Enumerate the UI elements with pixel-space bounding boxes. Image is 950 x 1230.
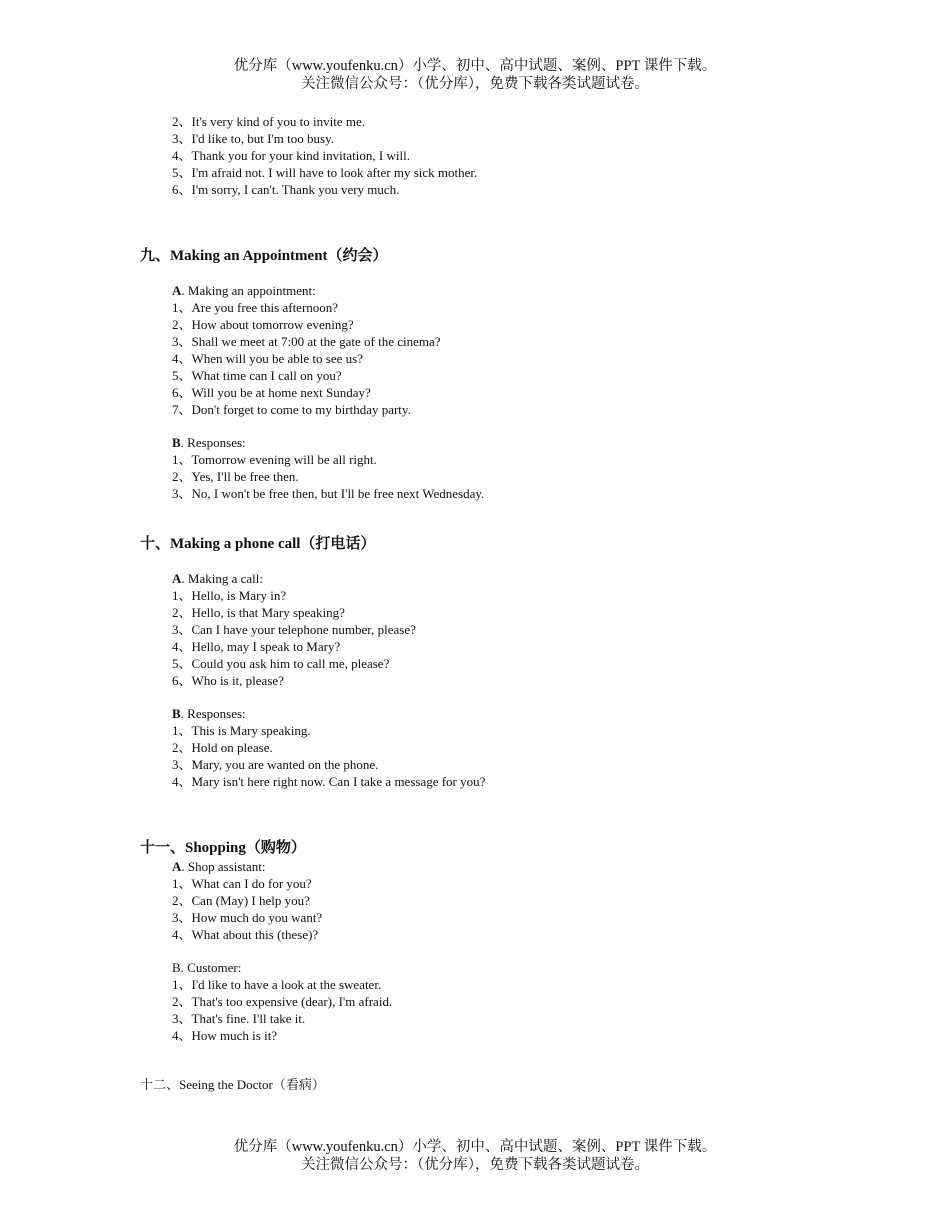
list-item: 2、How about tomorrow evening? xyxy=(172,317,354,332)
list-item: 4、Mary isn't here right now. Can I take a message for you? xyxy=(172,774,486,789)
list-item: 3、That's fine. I'll take it. xyxy=(172,1011,306,1026)
sec10-a-label: A xyxy=(172,571,182,586)
header-line-2: 关注微信公众号：（优分库），免费下载各类试题试卷。 xyxy=(301,76,649,92)
footer-line-2: 关注微信公众号：（优分库），免费下载各类试题试卷。 xyxy=(301,1157,649,1173)
list-item: 6、Who is it, please? xyxy=(172,673,284,688)
section-title-phone-call: 十、Making a phone call（打电话） xyxy=(140,536,376,552)
sec11-a-label: A xyxy=(172,859,182,874)
intro-item: 4、Thank you for your kind invitation, I will. xyxy=(172,148,410,163)
list-item: 1、I'd like to have a look at the sweater. xyxy=(172,977,382,992)
page-header xyxy=(0,57,950,93)
list-item: 5、What time can I call on you? xyxy=(172,368,342,383)
list-item: 2、Hold on please. xyxy=(172,740,273,755)
list-item: 3、Shall we meet at 7:00 at the gate of the cinema? xyxy=(172,334,441,349)
page-footer xyxy=(0,1138,950,1174)
list-item: 5、Could you ask him to call me, please? xyxy=(172,656,390,671)
sec10-a-heading xyxy=(172,570,263,587)
list-item: 2、Yes, I'll be free then. xyxy=(172,469,299,484)
section-title-appointment: 九、Making an Appointment（约会） xyxy=(140,248,388,264)
header-line-1: 优分库（www.youfenku.cn）小学、初中、高中试题、案例、PPT 课件下载。 xyxy=(233,58,717,74)
intro-item: 6、I'm sorry, I can't. Thank you very much. xyxy=(172,182,400,197)
intro-item: 3、I'd like to, but I'm too busy. xyxy=(172,131,334,146)
list-item: 4、What about this (these)? xyxy=(172,927,319,942)
sec9-a-label: A xyxy=(172,283,182,298)
sec11-a-heading xyxy=(172,858,266,875)
list-item: 1、What can I do for you? xyxy=(172,876,312,891)
list-item: 3、No, I won't be free then, but I'll be free next Wednesday. xyxy=(172,486,485,501)
list-item: 7、Don't forget to come to my birthday party. xyxy=(172,402,411,417)
sec9-b-heading xyxy=(172,434,246,451)
sec11-a-text: . Shop assistant: xyxy=(181,859,266,874)
sec9-a-heading xyxy=(172,282,316,299)
section-title-seeing-doctor: 十二、Seeing the Doctor（看病） xyxy=(140,1077,325,1092)
sec10-b-label: B xyxy=(172,706,181,721)
list-item: 3、Mary, you are wanted on the phone. xyxy=(172,757,379,772)
sec9-b-label: B xyxy=(172,435,181,450)
footer-line-1: 优分库（www.youfenku.cn）小学、初中、高中试题、案例、PPT 课件下载。 xyxy=(233,1139,717,1155)
sec9-a-text: . Making an appointment: xyxy=(181,283,316,298)
sec10-b-text: . Responses: xyxy=(180,706,246,721)
sec10-a-text: . Making a call: xyxy=(181,571,263,586)
list-item: 4、How much is it? xyxy=(172,1028,278,1043)
list-item: 6、Will you be at home next Sunday? xyxy=(172,385,371,400)
list-item: 2、Hello, is that Mary speaking? xyxy=(172,605,345,620)
list-item: 1、Tomorrow evening will be all right. xyxy=(172,452,377,467)
list-item: 1、Are you free this afternoon? xyxy=(172,300,339,315)
list-item: 3、Can I have your telephone number, please? xyxy=(172,622,416,637)
list-item: 4、Hello, may I speak to Mary? xyxy=(172,639,341,654)
section-title-shopping: 十一、Shopping（购物） xyxy=(140,840,306,856)
list-item: 2、That's too expensive (dear), I'm afraid. xyxy=(172,994,393,1009)
sec9-b-text: . Responses: xyxy=(180,435,246,450)
intro-item: 2、It's very kind of you to invite me. xyxy=(172,114,365,129)
list-item: 1、This is Mary speaking. xyxy=(172,723,311,738)
sec10-b-heading xyxy=(172,705,246,722)
list-item: 1、Hello, is Mary in? xyxy=(172,588,287,603)
list-item: 4、When will you be able to see us? xyxy=(172,351,363,366)
sec11-b-heading: B. Customer: xyxy=(172,960,242,975)
intro-item: 5、I'm afraid not. I will have to look after my sick mother. xyxy=(172,165,478,180)
list-item: 3、How much do you want? xyxy=(172,910,323,925)
list-item: 2、Can (May) I help you? xyxy=(172,893,310,908)
